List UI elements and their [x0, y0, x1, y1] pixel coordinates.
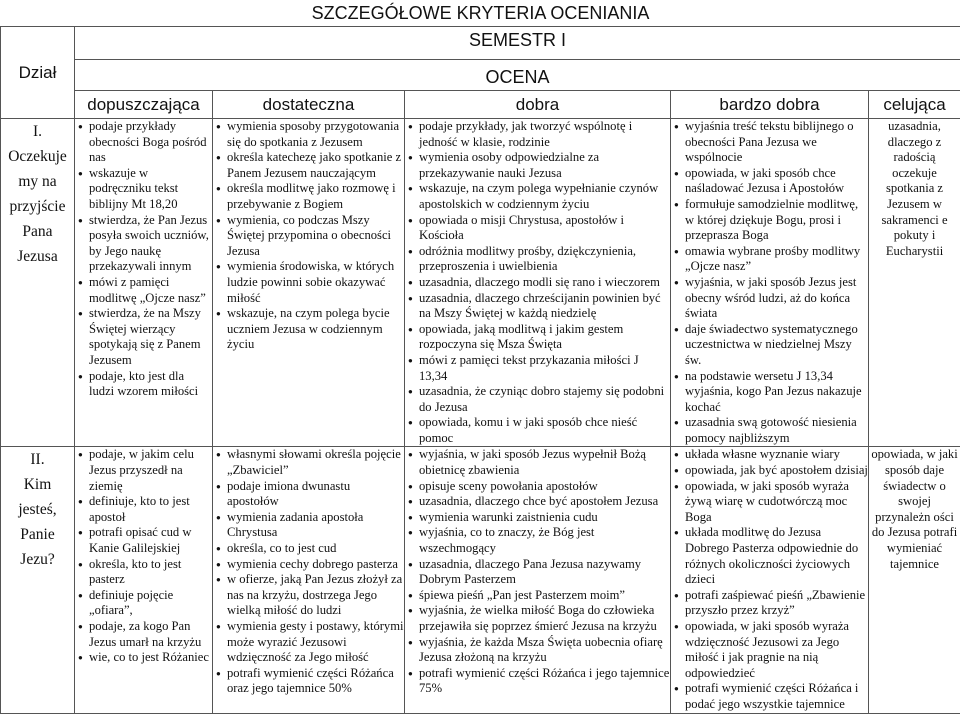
criteria-item: ● wymienia warunki zaistnienia cudu [419, 510, 670, 526]
section-title-line: Oczekuje [1, 144, 74, 169]
grade-header-dopuszczajaca: dopuszczająca [75, 91, 213, 119]
criteria-item: ● wskazuje, na czym polega bycie uczniem Jezusa w codziennym życiu [227, 306, 404, 353]
section-title-line: Jezusa [1, 244, 74, 269]
criteria-item: ● definiuje pojęcie „ofiara”, [89, 588, 212, 619]
criteria-item: ● opowiada o misji Chrystusa, apostołów i Kościoła [419, 213, 670, 244]
criteria-cell-dopuszczajaca [75, 119, 213, 447]
criteria-item: ● potrafi wymienić części Różańca i jego tajemnice 75% [419, 666, 670, 697]
criteria-item: ● wskazuje w podręczniku tekst biblijny Mt 18,20 [89, 166, 212, 213]
criteria-item: ● omawia wybrane prośby modlitwy „Ojcze nasz” [685, 244, 868, 275]
criteria-cell-dostateczna [213, 119, 405, 447]
criteria-item: ● w ofierze, jaką Pan Jezus złożył za nas na krzyżu, dostrzega Jego wielką miłość do ludzi [227, 572, 404, 619]
criteria-item: ● określa katechezę jako spotkanie z Panem Jezusem nauczającym [227, 150, 404, 181]
section-name [1, 447, 75, 713]
criteria-item: ● stwierdza, że na Mszy Świętej wierzący spotykają się z Panem Jezusem [89, 306, 212, 368]
section-title-line: Kim [1, 472, 74, 497]
criteria-list [75, 119, 212, 400]
criteria-item: ● określa, kto to jest pasterz [89, 557, 212, 588]
criteria-cell-dobra [405, 447, 671, 713]
criteria-list [213, 119, 404, 353]
section-name [1, 119, 75, 447]
criteria-item: ● formułuje samodzielnie modlitwę, w której dziękuje Bogu, prosi i przeprasza Boga [685, 197, 868, 244]
section-title-line: jesteś, [1, 497, 74, 522]
criteria-item: ● własnymi słowami określa pojęcie „Zbawiciel” [227, 447, 404, 478]
criteria-item: ● wymienia zadania apostoła Chrystusa [227, 510, 404, 541]
criteria-item: ● podaje przykłady obecności Boga pośród nas [89, 119, 212, 166]
criteria-item: ● określa, co to jest cud [227, 541, 404, 557]
criteria-item: ● układa własne wyznanie wiary [685, 447, 868, 463]
section-number: I. [1, 119, 74, 144]
criteria-cell-dopuszczajaca [75, 447, 213, 713]
criteria-item: ● uzasadnia, dlaczego chce być apostołem Jezusa [419, 494, 670, 510]
criteria-item: ● wymienia cechy dobrego pasterza [227, 557, 404, 573]
dzial-header: Dział [1, 27, 75, 119]
criteria-item: ● śpiewa pieśń „Pan jest Pasterzem moim” [419, 588, 670, 604]
criteria-cell-celujaca [869, 447, 960, 713]
celujaca-text: uzasadnia, dlaczego z radością oczekuje spotkania z Jezusem w sakramenci e pokuty i Eucharystii [871, 119, 958, 259]
criteria-item: ● opowiada, w jaki sposób wyraża wdzięczność Jezusowi za Jego miłość i jak pragnie na nią odpowiedzieć [685, 619, 868, 681]
criteria-list [671, 119, 868, 446]
criteria-item: ● potrafi opisać cud w Kanie Galilejskiej [89, 525, 212, 556]
criteria-item: ● wymienia gesty i postawy, którymi może wyrazić Jezusowi wdzięczność za Jego miłość [227, 619, 404, 666]
criteria-cell-dostateczna [213, 447, 405, 713]
criteria-item: ● uzasadnia, dlaczego modli się rano i wieczorem [419, 275, 670, 291]
criteria-item: ● opowiada, jak być apostołem dzisiaj [685, 463, 868, 479]
section-title-line: przyjście [1, 194, 74, 219]
ocena-title: OCENA [75, 59, 960, 90]
criteria-item: ● wymienia osoby odpowiedzialne za przekazywanie nauki Jezusa [419, 150, 670, 181]
criteria-item: ● stwierdza, że Pan Jezus posyła swoich uczniów, by Jego naukę przekazywali innym [89, 213, 212, 275]
criteria-item: ● podaje imiona dwunastu apostołów [227, 479, 404, 510]
page-title: SZCZEGÓŁOWE KRYTERIA OCENIANIA [1, 0, 960, 26]
criteria-item: ● opowiada, komu i w jaki sposób chce nieść pomoc [419, 415, 670, 446]
criteria-item: ● układa modlitwę do Jezusa Dobrego Pasterza odpowiednie do różnych okoliczności życiowych dzieci [685, 525, 868, 587]
criteria-item: ● uzasadnia, dlaczego Pana Jezusa nazywamy Dobrym Pasterzem [419, 557, 670, 588]
criteria-item: ● odróżnia modlitwy prośby, dziękczynienia, przeproszenia i uwielbienia [419, 244, 670, 275]
criteria-item: ● na podstawie wersetu J 13,34 wyjaśnia, kogo Pan Jezus nakazuje kochać [685, 369, 868, 416]
grade-header-dostateczna: dostateczna [213, 91, 405, 119]
grade-header-celujaca: celująca [869, 91, 960, 119]
criteria-item: ● uzasadnia, dlaczego chrześcijanin powinien być na Mszy Świętej w każdą niedzielę [419, 291, 670, 322]
criteria-item: ● wymienia środowiska, w których ludzie powinni sobie okazywać miłość [227, 259, 404, 306]
criteria-item: ● opowiada, w jaki sposób chce naśladować Jezusa i Apostołów [685, 166, 868, 197]
section-title-line: Pana [1, 219, 74, 244]
semester-title: SEMESTR I [75, 27, 960, 53]
criteria-item: ● wymienia sposoby przygotowania się do spotkania z Jezusem [227, 119, 404, 150]
section-title-line: my na [1, 169, 74, 194]
criteria-item: ● podaje, kto jest dla ludzi wzorem miłości [89, 369, 212, 400]
criteria-item: ● daje świadectwo systematycznego uczestnictwa w niedzielnej Mszy św. [685, 322, 868, 369]
criteria-item: ● definiuje, kto to jest apostoł [89, 494, 212, 525]
criteria-item: ● mówi z pamięci tekst przykazania miłości J 13,34 [419, 353, 670, 384]
criteria-list [671, 447, 868, 712]
criteria-item: ● wyjaśnia, że każda Msza Święta uobecnia ofiarę Jezusa złożoną na krzyżu [419, 635, 670, 666]
criteria-list [405, 447, 670, 697]
section-title-line: Jezu? [1, 547, 74, 572]
criteria-item: ● wyjaśnia, że wielka miłość Boga do człowieka przejawiła się poprzez śmierć Jezusa na krzyżu [419, 603, 670, 634]
criteria-list [75, 447, 212, 665]
criteria-item: ● opowiada, jaką modlitwą i jakim gestem rozpoczyna się Msza Święta [419, 322, 670, 353]
criteria-item: ● wie, co to jest Różaniec [89, 650, 212, 666]
criteria-item: ● opowiada, w jaki sposób wyraża żywą wiarę w cudotwórczą moc Boga [685, 479, 868, 526]
criteria-item: ● wskazuje, na czym polega wypełnianie czynów apostolskich w codziennym życiu [419, 181, 670, 212]
criteria-item: ● określa modlitwę jako rozmowę i przebywanie z Bogiem [227, 181, 404, 212]
criteria-item: ● wyjaśnia treść tekstu biblijnego o obecności Pana Jezusa we wspólnocie [685, 119, 868, 166]
criteria-item: ● uzasadnia, że czyniąc dobro stajemy się podobni do Jezusa [419, 384, 670, 415]
criteria-item: ● podaje, za kogo Pan Jezus umarł na krzyżu [89, 619, 212, 650]
criteria-item: ● wyjaśnia, w jaki sposób Jezus wypełnił Bożą obietnicę zbawienia [419, 447, 670, 478]
section-number: II. [1, 447, 74, 472]
section-title-line: Panie [1, 522, 74, 547]
criteria-item: ● opisuje sceny powołania apostołów [419, 479, 670, 495]
celujaca-text: opowiada, w jaki sposób daje świadectw o swojej przynależn ości do Jezusa potrafi wymieniać tajemnice [871, 447, 958, 572]
criteria-item: ● podaje, w jakim celu Jezus przyszedł na ziemię [89, 447, 212, 494]
criteria-item: ● potrafi wymienić części Różańca i podać jego wszystkie tajemnice [685, 681, 868, 712]
criteria-item: ● mówi z pamięci modlitwę „Ojcze nasz” [89, 275, 212, 306]
criteria-item: ● wyjaśnia, co to znaczy, że Bóg jest wszechmogący [419, 525, 670, 556]
criteria-list [213, 447, 404, 697]
criteria-list [405, 119, 670, 446]
criteria-item: ● uzasadnia swą gotowość niesienia pomocy najbliższym [685, 415, 868, 446]
grade-header-dobra: dobra [405, 91, 671, 119]
criteria-item: ● wyjaśnia, w jaki sposób Jezus jest obecny wśród ludzi, aż do końca świata [685, 275, 868, 322]
criteria-item: ● wymienia, co podczas Mszy Świętej przypomina o obecności Jezusa [227, 213, 404, 260]
criteria-item: ● potrafi wymienić części Różańca oraz jego tajemnice 50% [227, 666, 404, 697]
criteria-item: ● podaje przykłady, jak tworzyć wspólnotę i jedność w klasie, rodzinie [419, 119, 670, 150]
criteria-cell-bardzo-dobra [671, 447, 869, 713]
criteria-cell-celujaca [869, 119, 960, 447]
criteria-item: ● potrafi zaśpiewać pieśń „Zbawienie przyszło przez krzyż” [685, 588, 868, 619]
criteria-cell-dobra [405, 119, 671, 447]
criteria-cell-bardzo-dobra [671, 119, 869, 447]
grade-header-bardzo-dobra: bardzo dobra [671, 91, 869, 119]
